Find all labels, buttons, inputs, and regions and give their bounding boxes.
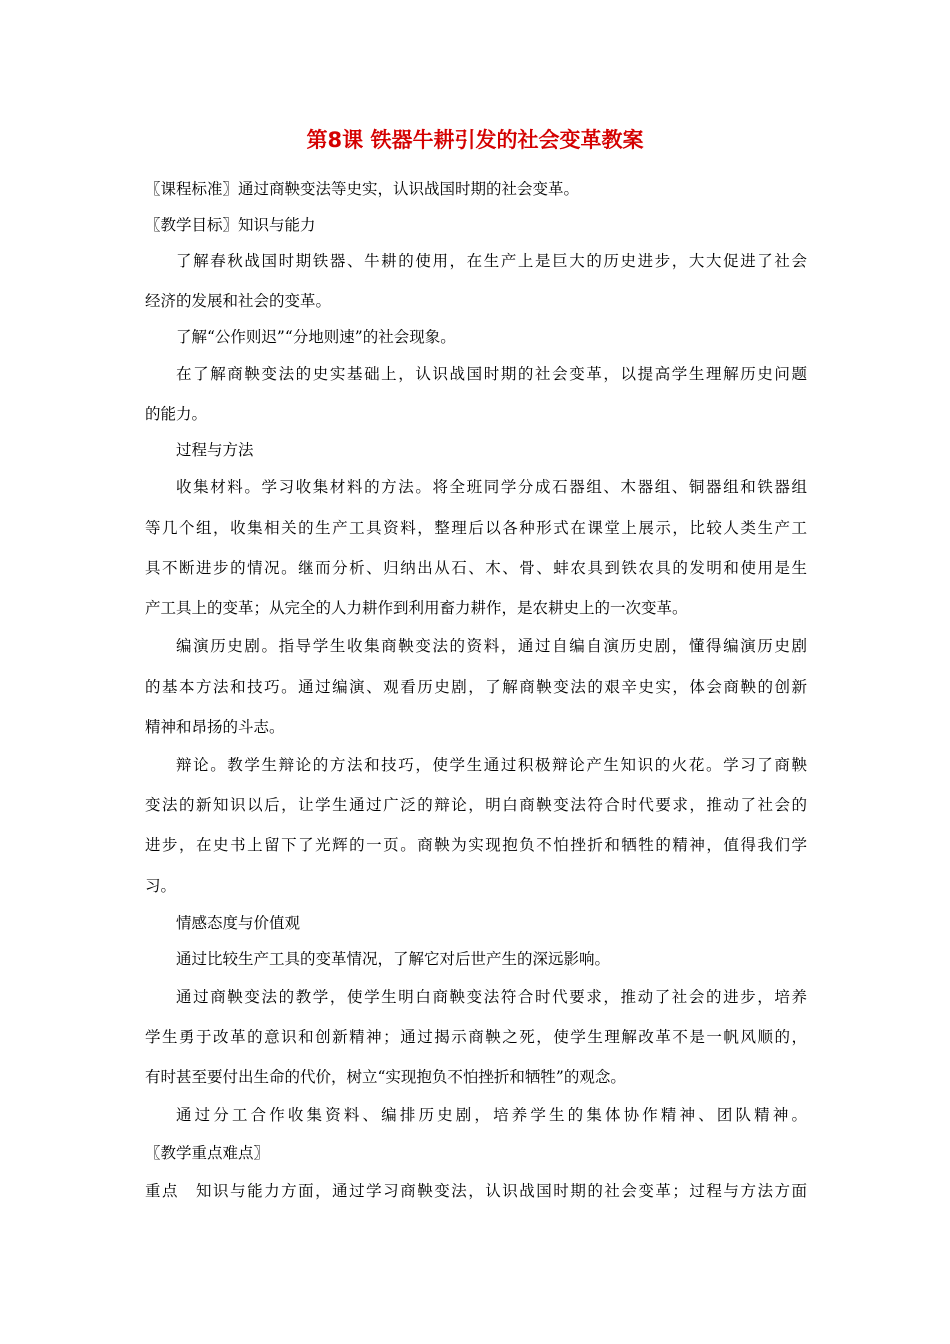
text-line-teaching-goals: 〖教学目标〗知识与能力 [145, 216, 316, 234]
text-line: 学生勇于改革的意识和创新精神；通过揭示商鞅之死，使学生理解改革不是一帆风顺的， [145, 1028, 807, 1046]
text-line: 具不断进步的情况。继而分析、归纳出从石、木、骨、蚌农具到铁农具的发明和使用是生 [145, 559, 807, 577]
text-line: 在了解商鞅变法的史实基础上，认识战国时期的社会变革，以提高学生理解历史问题 [176, 365, 807, 383]
text-line: 了解“公作则迟”“分地则速”的社会现象。 [176, 328, 456, 346]
text-line-key-points: 重点 知识与能力方面，通过学习商鞅变法，认识战国时期的社会变革；过程与方法方面 [145, 1182, 807, 1200]
text-line: 通过商鞅变法的教学，使学生明白商鞅变法符合时代要求，推动了社会的进步，培养 [176, 988, 807, 1006]
text-line: 收集材料。学习收集材料的方法。将全班同学分成石器组、木器组、铜器组和铁器组 [176, 478, 807, 496]
text-line: 通过比较生产工具的变革情况，了解它对后世产生的深远影响。 [176, 950, 611, 968]
text-line: 变法的新知识以后，让学生通过广泛的辩论，明白商鞅变法符合时代要求，推动了社会的 [145, 796, 807, 814]
text-line: 经济的发展和社会的变革。 [145, 292, 332, 310]
document-title: 第8课 铁器牛耕引发的社会变革教案 [306, 128, 644, 152]
text-line: 习。 [145, 877, 177, 895]
text-line: 进步，在史书上留下了光辉的一页。商鞅为实现抱负不怕挫折和牺牲的精神，值得我们学 [145, 836, 807, 854]
text-line-key-difficult-points: 〖教学重点难点〗 [145, 1144, 270, 1162]
text-line: 有时甚至要付出生命的代价，树立“实现抱负不怕挫折和牺牲”的观念。 [145, 1068, 626, 1086]
text-line: 了解春秋战国时期铁器、牛耕的使用，在生产上是巨大的历史进步，大大促进了社会 [176, 252, 807, 270]
text-line: 精神和昂扬的斗志。 [145, 718, 285, 736]
text-line: 辩论。教学生辩论的方法和技巧，使学生通过积极辩论产生知识的火花。学习了商鞅 [176, 756, 807, 774]
text-line-process-methods-heading: 过程与方法 [176, 441, 254, 459]
text-line-attitude-values-heading: 情感态度与价值观 [176, 914, 301, 932]
text-line: 编演历史剧。指导学生收集商鞅变法的资料，通过自编自演历史剧，懂得编演历史剧 [176, 637, 807, 655]
text-line: 的基本方法和技巧。通过编演、观看历史剧，了解商鞅变法的艰辛史实，体会商鞅的创新 [145, 678, 807, 696]
text-line-course-standard: 〖课程标准〗通过商鞅变法等史实，认识战国时期的社会变革。 [145, 180, 580, 198]
text-line: 等几个组，收集相关的生产工具资料，整理后以各种形式在课堂上展示，比较人类生产工 [145, 519, 807, 537]
text-line: 通过分工合作收集资料、编排历史剧，培养学生的集体协作精神、团队精神。 [176, 1106, 807, 1124]
text-line: 的能力。 [145, 405, 208, 423]
text-line: 产工具上的变革；从完全的人力耕作到利用畜力耕作，是农耕史上的一次变革。 [145, 599, 688, 617]
